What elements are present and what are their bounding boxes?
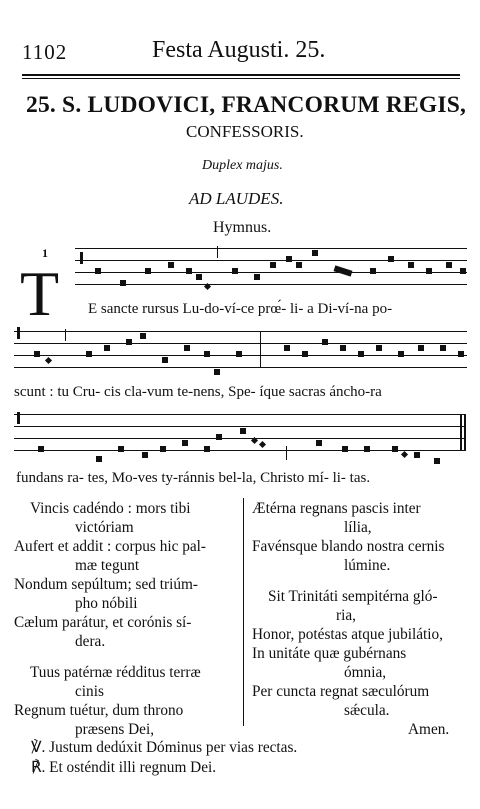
- verse-line: Regnum tuétur, dum throno: [14, 702, 184, 719]
- response: [31, 758, 216, 777]
- verse-line: Aufert et addit : corpus hic pal-: [14, 538, 206, 555]
- feast-subtitle: CONFESSORIS.: [186, 122, 304, 141]
- verse-line: mæ tegunt: [75, 557, 140, 574]
- running-title: Festa Augusti. 25.: [152, 37, 326, 63]
- verse-line: ómnia,: [344, 664, 387, 681]
- chant-lyrics-1: E sancte rursus Lu-do-ví-ce prœ́- li- a Di-ví-na po-: [88, 301, 393, 317]
- verses-right-column: [252, 499, 449, 739]
- verse-line: cinis: [75, 683, 104, 700]
- verse-line: Honor, potéstas atque jubilátio,: [252, 626, 443, 643]
- verse-line: sǽcula.: [344, 702, 390, 719]
- versicle-text: Justum dedúxit Dóminus per vias rectas.: [49, 739, 298, 756]
- chant-lyrics-3: fundans ra- tes, Mo-ves ty-ránnis bel-la, Christo mí- li- tas.: [16, 470, 371, 486]
- drop-cap-initial: T: [20, 258, 60, 329]
- amen: Amen.: [408, 721, 450, 738]
- verse-line: Per cuncta regnat sæculórum: [252, 683, 430, 700]
- verse-line: Sit Trinitáti sempitérna gló-: [268, 588, 438, 605]
- page-number: 1102: [22, 40, 68, 64]
- verse-line: Ætérna regnans pascis inter: [252, 500, 421, 517]
- verse-line: præsens Dei,: [75, 721, 155, 738]
- verse-line: dera.: [75, 633, 106, 650]
- mode-number: 1: [42, 246, 48, 260]
- column-divider: [243, 498, 244, 726]
- versicle: [31, 738, 297, 757]
- verse-line: Favénsque blando nostra cernis: [252, 538, 445, 555]
- verse-line: Nondum sepúltum; sed triúm-: [14, 576, 198, 593]
- chant-lyrics-2: scunt : tu Cru- cis cla-vum te-nens, Spe- íque sacras áncho-ra: [14, 384, 382, 400]
- genre-heading: Hymnus.: [213, 219, 272, 236]
- verse-line: victóriam: [75, 519, 134, 536]
- response-symbol: ℟.: [31, 759, 46, 776]
- header-rule-thin: [22, 78, 460, 79]
- verse-line: ria,: [336, 607, 356, 624]
- verse-line: In unitáte quæ gubérnans: [252, 645, 407, 662]
- response-text: Et osténdit illi regnum Dei.: [49, 759, 217, 776]
- header-rule: [22, 74, 460, 76]
- verse-line: lília,: [344, 519, 372, 536]
- verse-line: Tuus patérnæ rédditus terræ: [30, 664, 201, 681]
- verse-line: Cælum parátur, et corónis sí-: [14, 614, 192, 631]
- office-heading: AD LAUDES.: [189, 189, 284, 208]
- verses-left-column: [14, 499, 206, 739]
- verse-line: Vincis cadéndo : mors tibi: [30, 500, 191, 517]
- rank-label: Duplex majus.: [202, 158, 283, 173]
- verse-line: pho nóbili: [75, 595, 138, 612]
- verse-line: lúmine.: [344, 557, 391, 574]
- feast-title: 25. S. LUDOVICI, FRANCORUM REGIS,: [26, 92, 467, 118]
- versicle-symbol: ℣.: [31, 739, 46, 756]
